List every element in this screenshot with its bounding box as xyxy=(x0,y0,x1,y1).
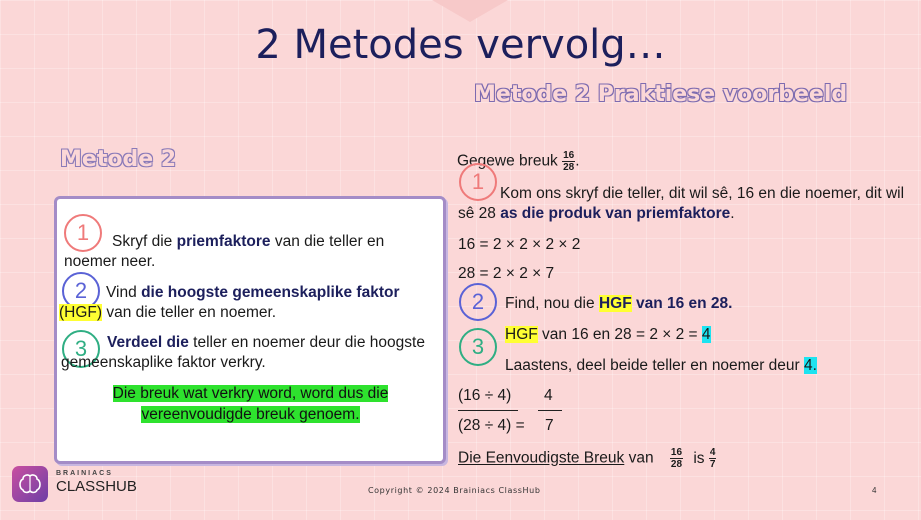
division-bar xyxy=(458,410,518,411)
final-fraction-2 xyxy=(709,447,717,470)
equation-16: 16 = 2 × 2 × 2 × 2 xyxy=(458,236,581,253)
result-numerator: 4 xyxy=(544,387,553,404)
step-2-text xyxy=(59,283,429,323)
division-numerator: (16 ÷ 4) xyxy=(458,387,512,404)
step-3-bold: Verdeel die xyxy=(107,334,189,351)
brainiacs-logo-icon xyxy=(12,466,48,502)
given-denominator: 28 xyxy=(563,162,575,173)
step-1-bold: priemfaktore xyxy=(176,233,271,250)
equation-28: 28 = 2 × 2 × 7 xyxy=(458,265,555,282)
example-step-1-end: . xyxy=(730,205,735,222)
result-bar xyxy=(538,410,562,411)
final-denominator-2: 7 xyxy=(709,459,716,470)
example-step-3-calc: van 16 en 28 = 2 × 2 = xyxy=(537,326,702,343)
method-heading: Metode 2 xyxy=(60,147,177,172)
step-2-highlight: (HGF) xyxy=(59,304,103,321)
conclusion-text xyxy=(89,383,412,425)
step-2-circle: 2 xyxy=(62,272,100,310)
example-step-2-text xyxy=(505,294,732,314)
example-step-1-main: Kom ons skryf die teller, dit wil sê, 16 en die noemer, dit wil sê 28 xyxy=(458,185,905,222)
example-step-1-circle: 1 xyxy=(459,163,497,201)
copyright: Copyright © 2024 Brainiacs ClassHub xyxy=(368,486,541,495)
step-2-post: van die teller en noemer. xyxy=(102,304,277,321)
final-numerator-2: 4 xyxy=(709,447,716,458)
conclusion-highlight: Die breuk wat verkry word, word dus die vereenvoudigde breuk genoem. xyxy=(112,385,389,423)
example-step-3-circle: 3 xyxy=(459,328,497,366)
subtitle: Metode 2 Praktiese voorbeeld xyxy=(474,82,848,107)
step-3-post: teller en noemer deur die hoogste gemeenskaplike faktor verkry. xyxy=(61,334,425,371)
brand-name: CLASSHUB xyxy=(56,478,137,495)
step-1-pre: Skryf die xyxy=(112,233,177,250)
given-label: Gegewe breuk xyxy=(457,152,558,170)
page-number: 4 xyxy=(872,486,877,495)
page-title: 2 Metodes vervolg… xyxy=(255,22,666,68)
final-label: Die Eenvoudigste Breuk xyxy=(458,449,625,467)
result-denominator: 7 xyxy=(545,417,554,434)
example-step-3-value: 4 xyxy=(701,326,711,343)
example-step-2-pre: Find, nou die xyxy=(505,295,599,312)
example-step-3-line2 xyxy=(505,356,817,376)
final-numerator-1: 16 xyxy=(670,447,683,458)
example-step-1-text xyxy=(458,184,908,224)
final-line xyxy=(458,447,716,470)
step-1-circle: 1 xyxy=(64,214,102,252)
given-period: . xyxy=(575,152,580,170)
given-numerator: 16 xyxy=(563,150,575,161)
example-step-2-bold: van 16 en 28. xyxy=(631,295,733,312)
example-step-2-circle: 2 xyxy=(459,283,497,321)
top-notch-decoration xyxy=(432,0,508,22)
brand-small: BRAINIACS xyxy=(56,470,113,477)
step-3-circle: 3 xyxy=(62,330,100,368)
step-3-text xyxy=(61,333,431,373)
final-van: van xyxy=(628,449,654,467)
step-1-post: van die teller en noemer neer. xyxy=(64,233,385,270)
example-step-3-hgf: HGF xyxy=(505,326,538,343)
example-step-3-divide-value: 4. xyxy=(804,357,817,374)
given-fraction xyxy=(562,150,575,173)
step-2-pre: Vind xyxy=(106,284,142,301)
step-2-bold: die hoogste gemeenskaplike faktor xyxy=(141,284,400,301)
final-is: is xyxy=(693,449,705,467)
final-fraction-1 xyxy=(670,447,683,470)
final-denominator-1: 28 xyxy=(670,459,683,470)
example-step-2-hgf: HGF xyxy=(598,295,632,312)
step-1-text xyxy=(64,232,434,272)
division-denominator: (28 ÷ 4) = xyxy=(458,417,525,434)
example-step-3-divide-text: Laastens, deel beide teller en noemer deur xyxy=(505,357,805,374)
example-step-1-bold: as die produk van priemfaktore xyxy=(495,205,731,222)
example-step-3-line1 xyxy=(505,325,711,345)
